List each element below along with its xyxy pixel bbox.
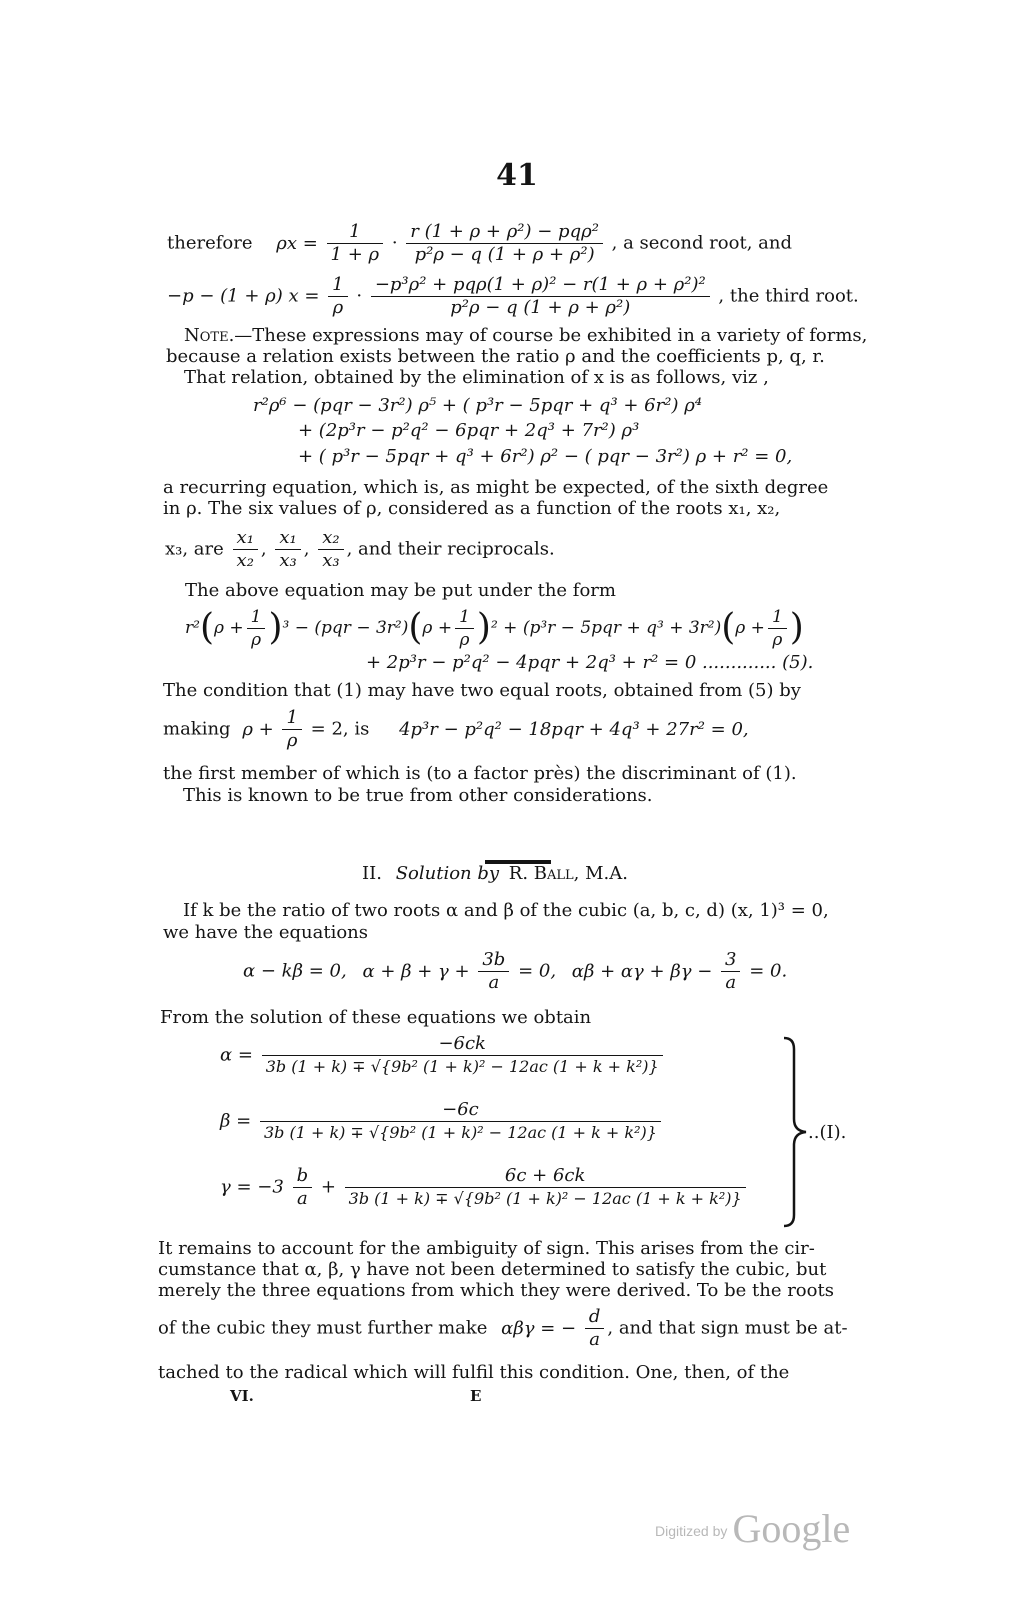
if-k-line-2: we have the equations	[163, 922, 369, 943]
section-heading	[362, 863, 628, 885]
first-member-line: the first member of which is (to a factor près) the discriminant of (1).	[163, 763, 797, 784]
tached-line: tached to the radical which will fulfil this condition. One, then, of the	[158, 1362, 790, 1383]
form-eq-line-1: r²(ρ + $\frac{1}{\rho}$ )³ − (pqr − 3r²)(ρ + $\frac{1}{\rho}$ )² + (p³r − 5pqr + q³ + 3r²)(ρ + $\frac{1}{\rho}$ )	[185, 607, 804, 650]
making-word: making	[163, 718, 231, 740]
eq-lhs: −p − (1 + ρ) x =	[167, 285, 320, 307]
beta-eq: β = $\frac{-6c}{\text{3b (1 + k) ∓ √\{9b² (1 + k)² − 12ac (1 + k + k²)\}}}$	[220, 1100, 664, 1143]
fraction: $\frac{\text{r (1 + ρ + ρ²) − pqρ²}}{\text{p²ρ − q (1 + ρ + ρ²)}}$	[406, 222, 603, 265]
section-title: Solution by	[395, 863, 500, 884]
alpha-eq: α = $\frac{-6ck}{\text{3b (1 + k) ∓ √\{9b² (1 + k)² − 12ac (1 + k + k²)\}}}$	[220, 1034, 666, 1077]
signature-left: VI.	[230, 1387, 254, 1405]
condition-mid: = 2, is	[310, 718, 370, 740]
watermark-prefix: Digitized by	[655, 1523, 728, 1539]
page-number: 41	[496, 158, 538, 193]
digitized-watermark	[655, 1505, 850, 1552]
dot: ·	[391, 232, 398, 254]
discriminant-eq: 4p³r − p²q² − 18pqr + 4q³ + 27r² = 0,	[399, 718, 749, 740]
above-line: The above equation may be put under the form	[185, 580, 616, 601]
recurring-line-2: in ρ. The six values of ρ, considered as a function of the roots x₁, x₂,	[163, 498, 781, 519]
tail-text: , a second root, and	[611, 232, 792, 254]
fraction: $\frac{\text{x₁}}{\text{x₃}}$	[275, 528, 300, 571]
note-line-1	[184, 325, 867, 347]
rho-eq-line-1: r²ρ⁶ − (pqr − 3r²) ρ⁵ + ( p³r − 5pqr + q³ + 6r²) ρ⁴	[253, 395, 702, 416]
rho-plus: ρ +	[242, 718, 274, 740]
note-text: —These expressions may of course be exhibited in a variety of forms,	[234, 325, 868, 346]
if-k-line-1: If k be the ratio of two roots α and β of the cubic (a, b, c, d) (x, 1)³ = 0,	[183, 900, 829, 921]
signature-right: E	[470, 1387, 482, 1405]
values-pre: x₃, are	[165, 538, 224, 560]
note-label: Note.	[184, 325, 235, 346]
values-line: x₃, are $\frac{\text{x₁}}{\text{x₂}}$ , $\frac{\text{x₁}}{\text{x₃}}$ , $\frac{\text{x₂}}{\text{x₃}}$ , and their reciprocals.	[165, 527, 555, 571]
note-line-2: because a relation exists between the ratio ρ and the coefficients p, q, r.	[166, 346, 825, 367]
of-cubic-line: of the cubic they must further make αβγ = − $\frac{d}{a}$ , and that sign must be at-	[158, 1306, 848, 1350]
second-root-line	[167, 222, 792, 265]
eq-lhs: ρx =	[276, 232, 318, 254]
remains-line-2: cumstance that α, β, γ have not been determined to satisfy the cubic, but	[158, 1259, 827, 1280]
making-line	[163, 708, 749, 751]
section-numeral: II.	[362, 863, 382, 884]
form-eq-line-2: + 2p³r − p²q² − 4pqr + 2q³ + r² = 0 ............. (5).	[366, 652, 814, 673]
note-line-3: That relation, obtained by the elimination of x is as follows, viz ,	[184, 367, 769, 388]
dot: ·	[356, 285, 363, 307]
fraction: $\frac{1}{\rho}$	[282, 708, 301, 751]
third-root-line	[167, 275, 859, 318]
fraction: $\frac{1}{1 + \rho}$	[327, 222, 384, 265]
recurring-line-1: a recurring equation, which is, as might be expected, of the sixth degree	[163, 477, 829, 498]
fraction: $\frac{\text{x₁}}{\text{x₂}}$	[233, 528, 258, 571]
known-line: This is known to be true from other considerations.	[183, 785, 653, 806]
system-tag: ..(I).	[808, 1122, 847, 1143]
fraction: $\frac{\text{x₂}}{\text{x₃}}$	[318, 528, 343, 571]
gamma-eq: γ = −3 $\frac{b}{a}$ + $\frac{6c + 6ck}{\text{3b (1 + k) ∓ √\{9b² (1 + k)² − 12ac (1 + k + k²)\}}}$	[220, 1166, 749, 1209]
equations-line: α − kβ = 0, α + β + γ + $\frac{3b}{a}$ = 0, αβ + αγ + βγ − $\frac{3}{a}$ = 0.	[243, 949, 788, 993]
lead-word: therefore	[167, 232, 253, 254]
section-author: R. Ball, M.A.	[508, 863, 628, 884]
fraction: $\frac{1}{\rho}$	[328, 275, 347, 318]
remains-line-3: merely the three equations from which they were derived. To be the roots	[158, 1280, 834, 1301]
google-logo: Google	[732, 1506, 851, 1551]
fraction: $\frac{\text{−p³ρ² + pqρ(1 + ρ)² − r(1 + ρ + ρ²)²}}{\text{p²ρ − q (1 + ρ + ρ²)}}$	[371, 275, 710, 318]
rho-eq-line-2: + (2p³r − p²q² − 6pqr + 2q³ + 7r²) ρ³	[298, 420, 640, 441]
rho-eq-line-3: + ( p³r − 5pqr + q³ + 6r²) ρ² − ( pqr − 3r²) ρ + r² = 0,	[298, 446, 793, 467]
values-post: and their reciprocals.	[358, 538, 555, 560]
remains-line-1: It remains to account for the ambiguity of sign. This arises from the cir-	[158, 1238, 815, 1259]
tail-text: , the third root.	[718, 285, 859, 307]
from-solution-line: From the solution of these equations we obtain	[160, 1007, 592, 1028]
condition-line: The condition that (1) may have two equal roots, obtained from (5) by	[163, 680, 801, 701]
